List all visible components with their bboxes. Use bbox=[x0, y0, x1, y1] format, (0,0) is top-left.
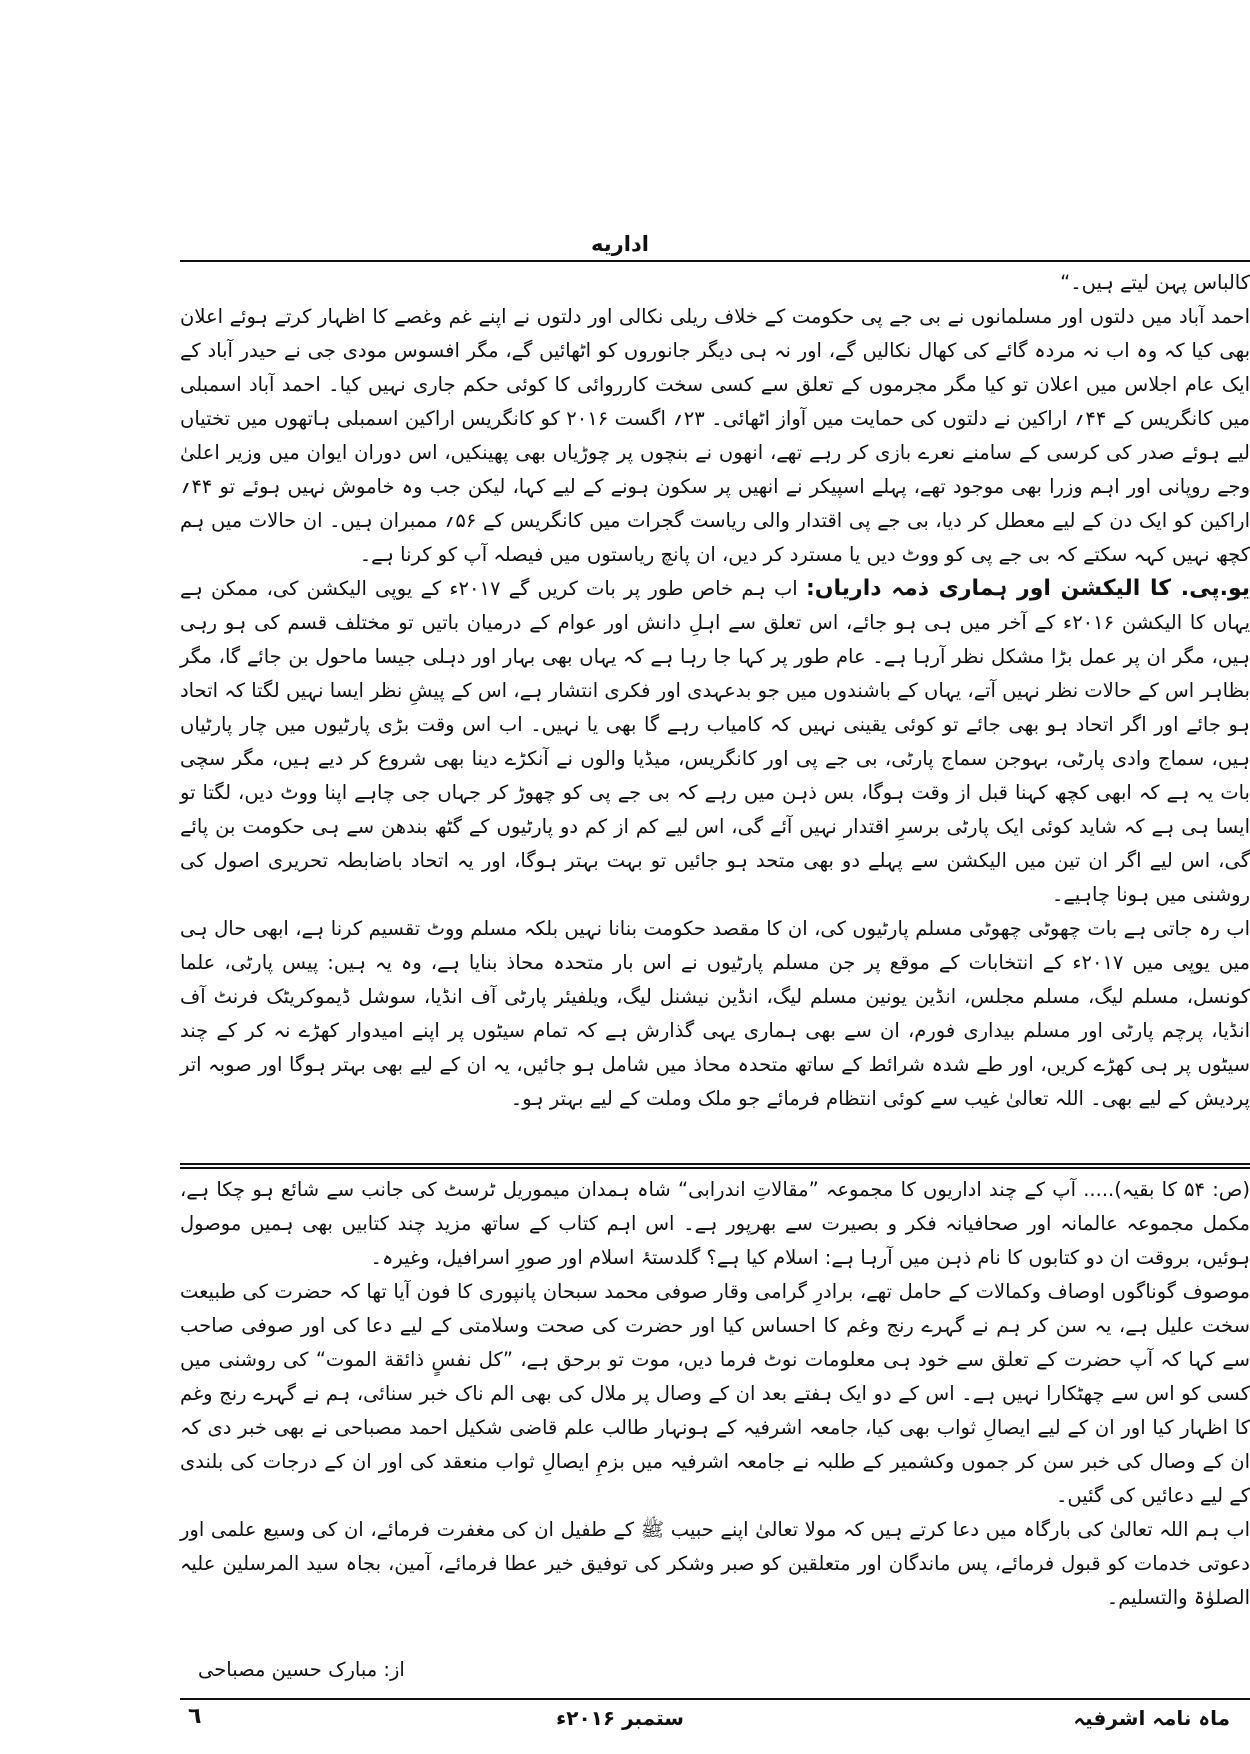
section-heading: یو.پی. کا الیکشن اور ہماری ذمہ داریاں: bbox=[805, 576, 1250, 601]
editorial-body bbox=[180, 266, 1250, 1116]
issue-date: ستمبر ۲۰۱۶ء bbox=[556, 1706, 684, 1730]
paragraph-text: اب ہم خاص طور پر بات کریں گے ۲۰۱۷ء کے یوپی الیکشن کی، ممکن ہے یہاں کا الیکشن ۲۰۱۶ء کے آخر میں ہی ہو جائے، اس تعلق سے اہلِ دانش اور عوام کے درمیان باتیں تو مختلف قسم کی ہو رہی ہیں، مگر ان پر عمل بڑا مشکل نظر آرہا ہے۔ عام طور پر کہا جا رہا ہے کہ یہاں بھی بہار اور دہلی جیسا ماحول بن جائے گا، مگر بظاہر اس کے حالات نظر نہیں آتے، یہاں کے باشندوں میں جو بدعہدی اور فکری انتشار ہے، اس کے پیشِ نظر ایسا نہیں لگتا کہ اتحاد ہو جائے اور اگر اتحاد ہو بھی جائے تو کوئی یقینی نہیں کہ کامیاب رہے گا بھی یا نہیں۔ اب اس وقت بڑی پارٹیوں میں چار پارٹیاں ہیں، سماج وادی پارٹی، بہوجن سماج پارٹی، بی جے پی اور کانگریس، میڈیا والوں نے آنکڑے دینا بھی شروع کر دیے ہیں، مگر سچی بات یہ ہے کہ ابھی کچھ کہنا قبل از وقت ہوگا، بس ذہن میں رہے کہ بی جے پی کو چھوڑ کر جہاں جی چاہے اپنا ووٹ دیں، لگتا تو ایسا ہی ہے کہ شاید کوئی ایک پارٹی برسرِ اقتدار نہیں آئے گی، اس لیے کم از کم دو پارٹیوں کے گٹھ بندھن سے ہی حکومت بن پائے گی، اس لیے اگر ان تین میں الیکشن سے پہلے دو بھی متحد ہو جائیں تو بہت بہتر ہوگا، اور یہ اتحاد باضابطہ تحریری اصول کی روشنی میں ہونا چاہیے۔ bbox=[180, 577, 1250, 906]
paragraph: (ص: ۵۴ کا بقیہ)..... آپ کے چند اداریوں کا مجموعہ ”مقالاتِ اندرابی“ شاہ ہمدان میموریل ٹرسٹ کی جانب سے شائع ہو چکا ہے، مکمل مجموعہ عالمانہ اور صحافیانہ فکر و بصیرت سے بھرپور ہے۔ اس اہم کتاب کے ساتھ مزید چند کتابیں بھی ہمیں موصول ہوئیں، بروقت ان دو کتابوں کا نام ذہن میں آرہا ہے: اسلام کیا ہے؟ گلدستۂ اسلام اور صورِ اسرافیل، وغیرہ۔ bbox=[180, 1178, 1250, 1269]
header-rule bbox=[180, 260, 1250, 262]
paragraph: احمد آباد میں دلتوں اور مسلمانوں نے بی جے پی حکومت کے خلاف ریلی نکالی اور دلتوں نے اپنے غم وغصے کا اظہار کرتے ہوئے اعلان بھی کیا کہ وہ اب نہ مردہ گائے کی کھال نکالیں گے، اور نہ ہی دیگر جانوروں کو اٹھائیں گے، مگر افسوس مودی جی نے حیدر آباد کے ایک عام اجلاس میں اعلان تو کیا مگر مجرموں کے تعلق سے کسی سخت کارروائی کا کوئی حکم جاری نہیں کیا۔ احمد آباد اسمبلی میں کانگریس کے ۴۴؍ اراکین نے دلتوں کی حمایت میں آواز اٹھائی۔ ۲۳؍ اگست ۲۰۱۶ کو کانگریس اراکین اسمبلی ہاتھوں میں تختیاں لیے ہوئے صدر کی کرسی کے سامنے نعرے بازی کر رہے تھے، انھوں نے بنچوں پر چوڑیاں بھی پھینکیں، اس دوران ایوان میں وزیر اعلیٰ وجے روپانی اور اہم وزرا بھی موجود تھے، پہلے اسپیکر نے انھیں پر سکون ہونے کے لیے کہا، لیکن جب وہ خاموش نہیں ہوئے تو ۴۴؍ اراکین کو ایک دن کے لیے معطل کر دیا، بی جے پی اقتدار والی ریاست گجرات میں کانگریس کے ۵۶؍ ممبران ہیں۔ ان حالات میں ہم کچھ نہیں کہہ سکتے کہ بی جے پی کو ووٹ دیں یا مسترد کر دیں، ان پانچ ریاستوں میں فیصلہ آپ کو کرنا ہے۔ bbox=[180, 305, 1250, 566]
continued-article bbox=[180, 1173, 1250, 1615]
page-number: ٦ bbox=[188, 1704, 202, 1729]
paragraph: اب رہ جاتی ہے بات چھوٹی چھوٹی مسلم پارٹیوں کی، ان کا مقصد حکومت بنانا نہیں بلکہ مسلم ووٹ تقسیم کرنا ہے، ابھی حال ہی میں یوپی میں ۲۰۱۷ء کے انتخابات کے موقع پر جن مسلم پارٹیوں نے اس بار متحدہ محاذ بنایا ہے، وہ یہ ہیں: پیس پارٹی، علما کونسل، مسلم لیگ، مسلم مجلس، انڈین یونین مسلم لیگ، انڈین نیشنل لیگ، ویلفیئر پارٹی آف انڈیا، سوشل ڈیموکریٹک فرنٹ آف انڈیا، پرچم پارٹی اور مسلم بیداری فورم، ان سے بھی ہماری یہی گذارش ہے کہ تمام سیٹوں پر اپنے امیدوار کھڑے نہ کر کے چند سیٹوں پر ہی کھڑے کریں، اور طے شدہ شرائط کے ساتھ متحدہ محاذ میں شامل ہو جائیں، یہ ان کے لیے بھی بہتر ہوگا اور صوبہ اتر پردیش کے لیے بھی۔ اللہ تعالیٰ غیب سے کوئی انتظام فرمائے جو ملک وملت کے لیے بہتر ہو۔ bbox=[180, 917, 1250, 1110]
section-divider bbox=[180, 1163, 1250, 1169]
magazine-name: ماہ نامہ اشرفیہ bbox=[1073, 1706, 1230, 1730]
author-signature: از: مبارک حسین مصباحی bbox=[198, 1658, 405, 1681]
paragraph: کالباس پہن لیتے ہیں۔“ bbox=[1060, 271, 1250, 294]
paragraph: اب ہم اللہ تعالیٰ کی بارگاہ میں دعا کرتے ہیں کہ مولا تعالیٰ اپنے حبیب ﷺ کے طفیل ان کی مغفرت فرمائے، ان کی وسیع علمی اور دعوتی خدمات کو قبول فرمائے، پس ماندگان اور متعلقین کو صبر وشکر کی توفیق خیر عطا فرمائے، آمین، بجاہ سید المرسلین علیہ الصلوٰۃ والتسلیم۔ bbox=[180, 1518, 1250, 1609]
paragraph bbox=[180, 572, 1250, 912]
footer-rule bbox=[180, 1698, 1250, 1700]
paragraph: موصوف گوناگوں اوصاف وکمالات کے حامل تھے، برادرِ گرامی وقار صوفی محمد سبحان پانپوری کا فون آیا تھا کہ حضرت کی طبیعت سخت علیل ہے، یہ سن کر ہم نے گہرے رنج وغم کا احساس کیا اور حضرت کی صحت وسلامتی کے لیے دعا کی اور صوفی صاحب سے کہا کہ آپ حضرت کے تعلق سے خود ہی معلومات نوٹ فرما دیں، موت تو برحق ہے، ”كل نفسٍ ذائقة الموت“ کی روشنی میں کسی کو اس سے چھٹکارا نہیں ہے۔ اس کے دو ایک ہفتے بعد ان کے وصال پر ملال کی بھی الم ناک خبر سنائی، ہم نے گہرے رنج وغم کا اظہار کیا اور ان کے لیے ایصالِ ثواب بھی کیا، جامعہ اشرفیہ کے ہونہار طالب علم قاضی شکیل احمد مصباحی نے بھی خبر دی کہ ان کے وصال کی خبر سن کر جموں وکشمیر کے طلبہ نے جامعہ اشرفیہ میں بزمِ ایصالِ ثواب منعقد کی اور ان کے درجات کی بلندی کے لیے دعائیں کی گئیں۔ bbox=[180, 1280, 1250, 1507]
section-title: اداریه bbox=[591, 232, 649, 256]
